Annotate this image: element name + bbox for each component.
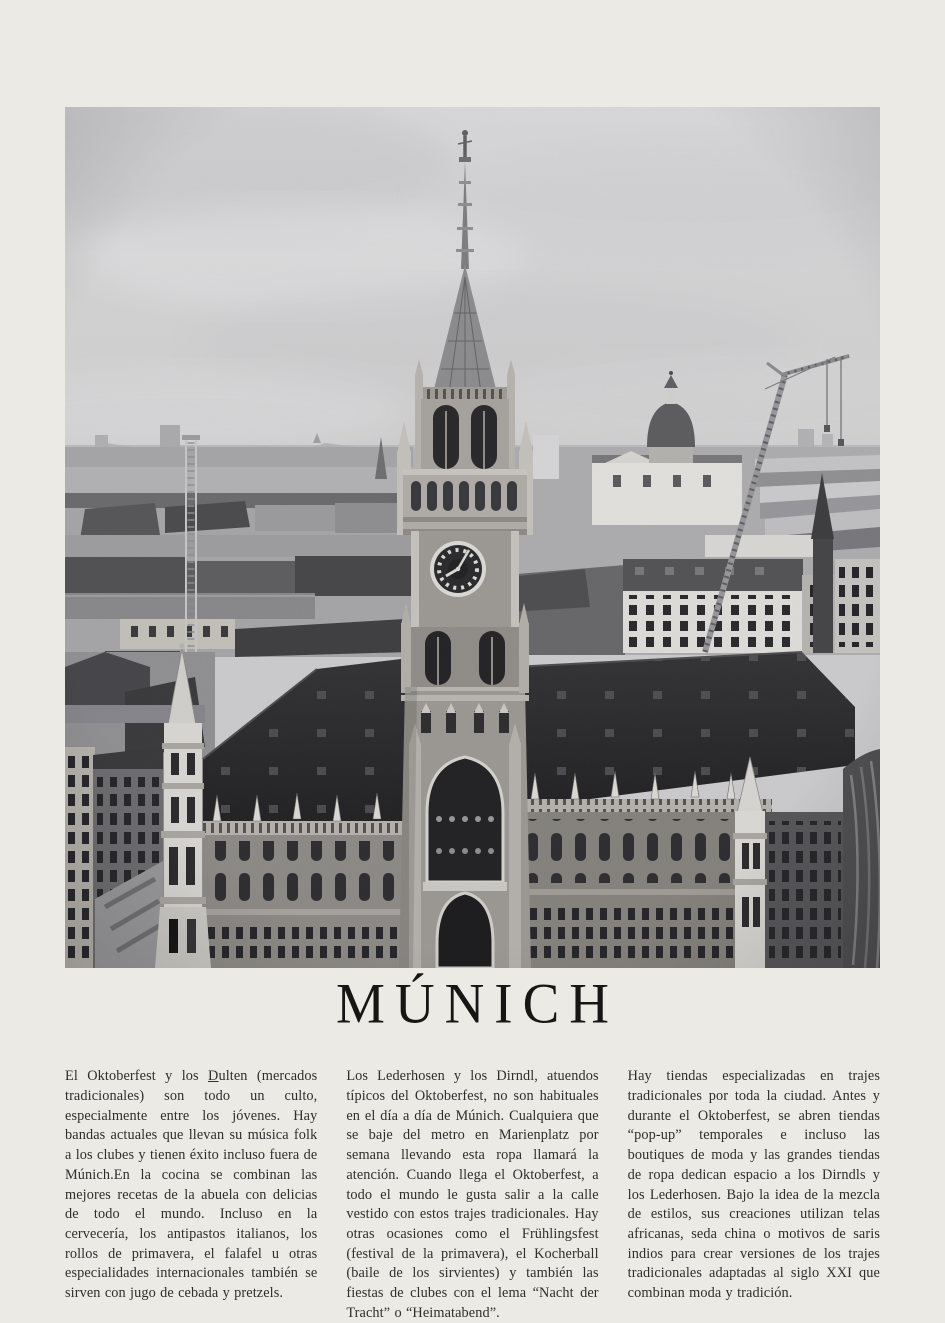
column3-text: Hay tiendas especializadas en trajes tradicionales por toda la ciudad. Antes y durante el Oktoberfest, se abren tiendas “pop-up” temporales e incluso las boutiques de moda y las grandes tiendas de ropa dedican espacio a los Dirndls y los Lederhosen. Bajo la idea de la mezcla de estilos, sus creaciones utilizan telas africanas, seda china o motivos de saris indios para crear versiones de los trajes tradicionales adaptadas al siglo XXI que combinan moda y tradición. xyxy=(627,1068,880,1302)
article-column-2 xyxy=(346,1067,598,1323)
column1-text-pre: El Oktoberfest y los xyxy=(65,1068,209,1085)
article xyxy=(65,1053,880,1323)
munich-photo xyxy=(65,107,880,968)
article-column-1 xyxy=(65,1067,317,1323)
munich-photo-illustration xyxy=(65,107,880,968)
article-column-3 xyxy=(628,1067,880,1323)
column1-text: ulten (mercados tradicionales) son todo un culto, especialmente entre los jóvenes. Hay bandas actuales que llevan su música folk a los clubes y tienen éxito incluso fuera de Múnich.En la cocina se combinan las mejores recetas de la abuela con delicias de todo el mundo. Incluso en la cervecería, los antipastos italianos, los rollos de primavera, el falafel u otras especialidades internacionales también se sirven con jugo de cebada y pretzels. xyxy=(65,1068,318,1302)
column2-text: Los Lederhosen y los Dirndl, atuendos típicos del Oktoberfest, no son habituales en el día a día de Múnich. Cualquiera que se baje del metro en Marienplatz por semana llevando esta ropa llamará la atención. Cuando llega el Oktoberfest, a todo el mundo le gusta salir a la calle vestido con estos trajes tradicionales. Hay otras ocasiones como el Frühlingsfest (festival de la primavera), el Kocherball (baile de los sirvientes) y también las fiestas de clubes con el lema “Nacht der Tracht” o “Heimatabend”. xyxy=(346,1068,599,1321)
column1-underlined-letter: D xyxy=(208,1068,219,1085)
page-title: MÚNICH xyxy=(335,971,620,1036)
